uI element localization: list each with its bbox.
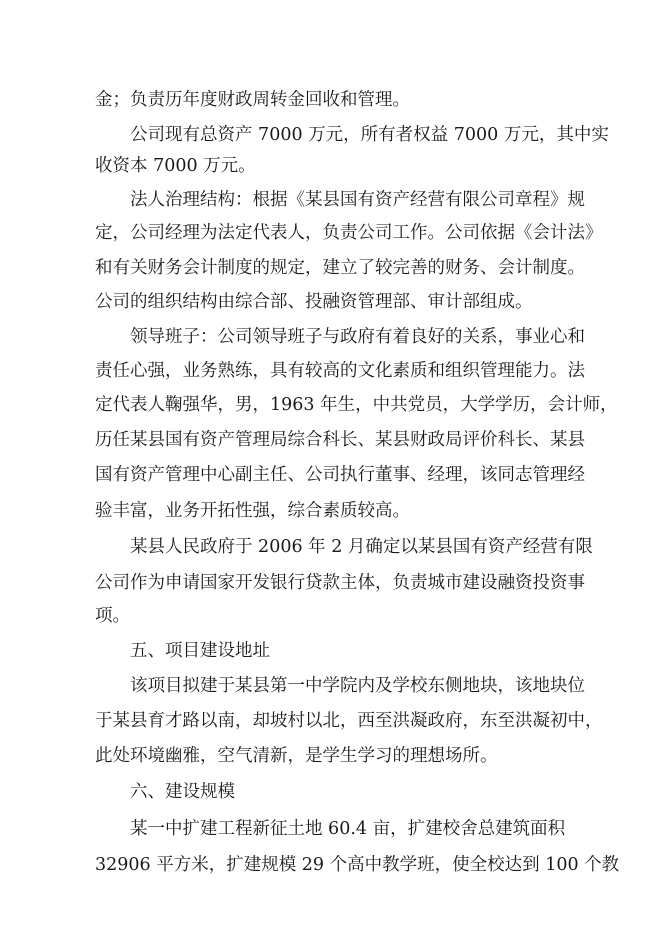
- text-line: 于某县育才路以南，却坡村以北，西至洪凝政府，东至洪凝初中，: [95, 711, 603, 731]
- text-line: 项。: [95, 606, 130, 626]
- text-line: 某一中扩建工程新征土地 60.4 亩，扩建校舍总建筑面积: [130, 819, 566, 839]
- text-line: 32906 平方米，扩建规模 29 个高中教学班，使全校达到 100 个教: [95, 855, 620, 875]
- text-line: 定代表人鞠强华，男，1963 年生，中共党员，大学学历，会计师，: [95, 395, 618, 415]
- text-line: 公司作为申请国家开发银行贷款主体，负责城市建设融资投资事: [95, 573, 585, 593]
- text-line: 该项目拟建于某县第一中学院内及学校东侧地块，该地块位: [130, 676, 585, 696]
- text-line: 金；负责历年度财政周转金回收和管理。: [95, 90, 410, 110]
- text-line: 收资本 7000 万元。: [95, 156, 256, 176]
- text-line: 此处环境幽雅，空气清新，是学生学习的理想场所。: [95, 746, 498, 766]
- text-line: 国有资产管理中心副主任、公司执行董事、经理，该同志管理经: [95, 465, 585, 485]
- text-line: 公司现有总资产 7000 万元，所有者权益 7000 万元，其中实: [130, 125, 609, 145]
- text-line: 责任心强，业务熟练，具有较高的文化素质和组织管理能力。法: [95, 361, 585, 381]
- text-line: 法人治理结构：根据《某县国有资产经营有限公司章程》规: [130, 190, 585, 210]
- text-line: 某县人民政府于 2006 年 2 月确定以某县国有资产经营有限: [130, 537, 593, 557]
- text-line: 和有关财务会计制度的规定，建立了较完善的财务、会计制度。: [95, 258, 585, 278]
- section-heading: 六、建设规模: [130, 782, 235, 802]
- text-line: 领导班子：公司领导班子与政府有着良好的关系，事业心和: [130, 327, 585, 347]
- section-heading: 五、项目建设地址: [130, 641, 270, 661]
- text-line: 定，公司经理为法定代表人，负责公司工作。公司依据《会计法》: [95, 223, 603, 243]
- text-line: 历任某县国有资产管理局综合科长、某县财政局评价科长、某县: [95, 430, 585, 450]
- text-line: 公司的组织结构由综合部、投融资管理部、审计部组成。: [95, 292, 533, 312]
- text-line: 验丰富，业务开拓性强，综合素质较高。: [95, 501, 410, 521]
